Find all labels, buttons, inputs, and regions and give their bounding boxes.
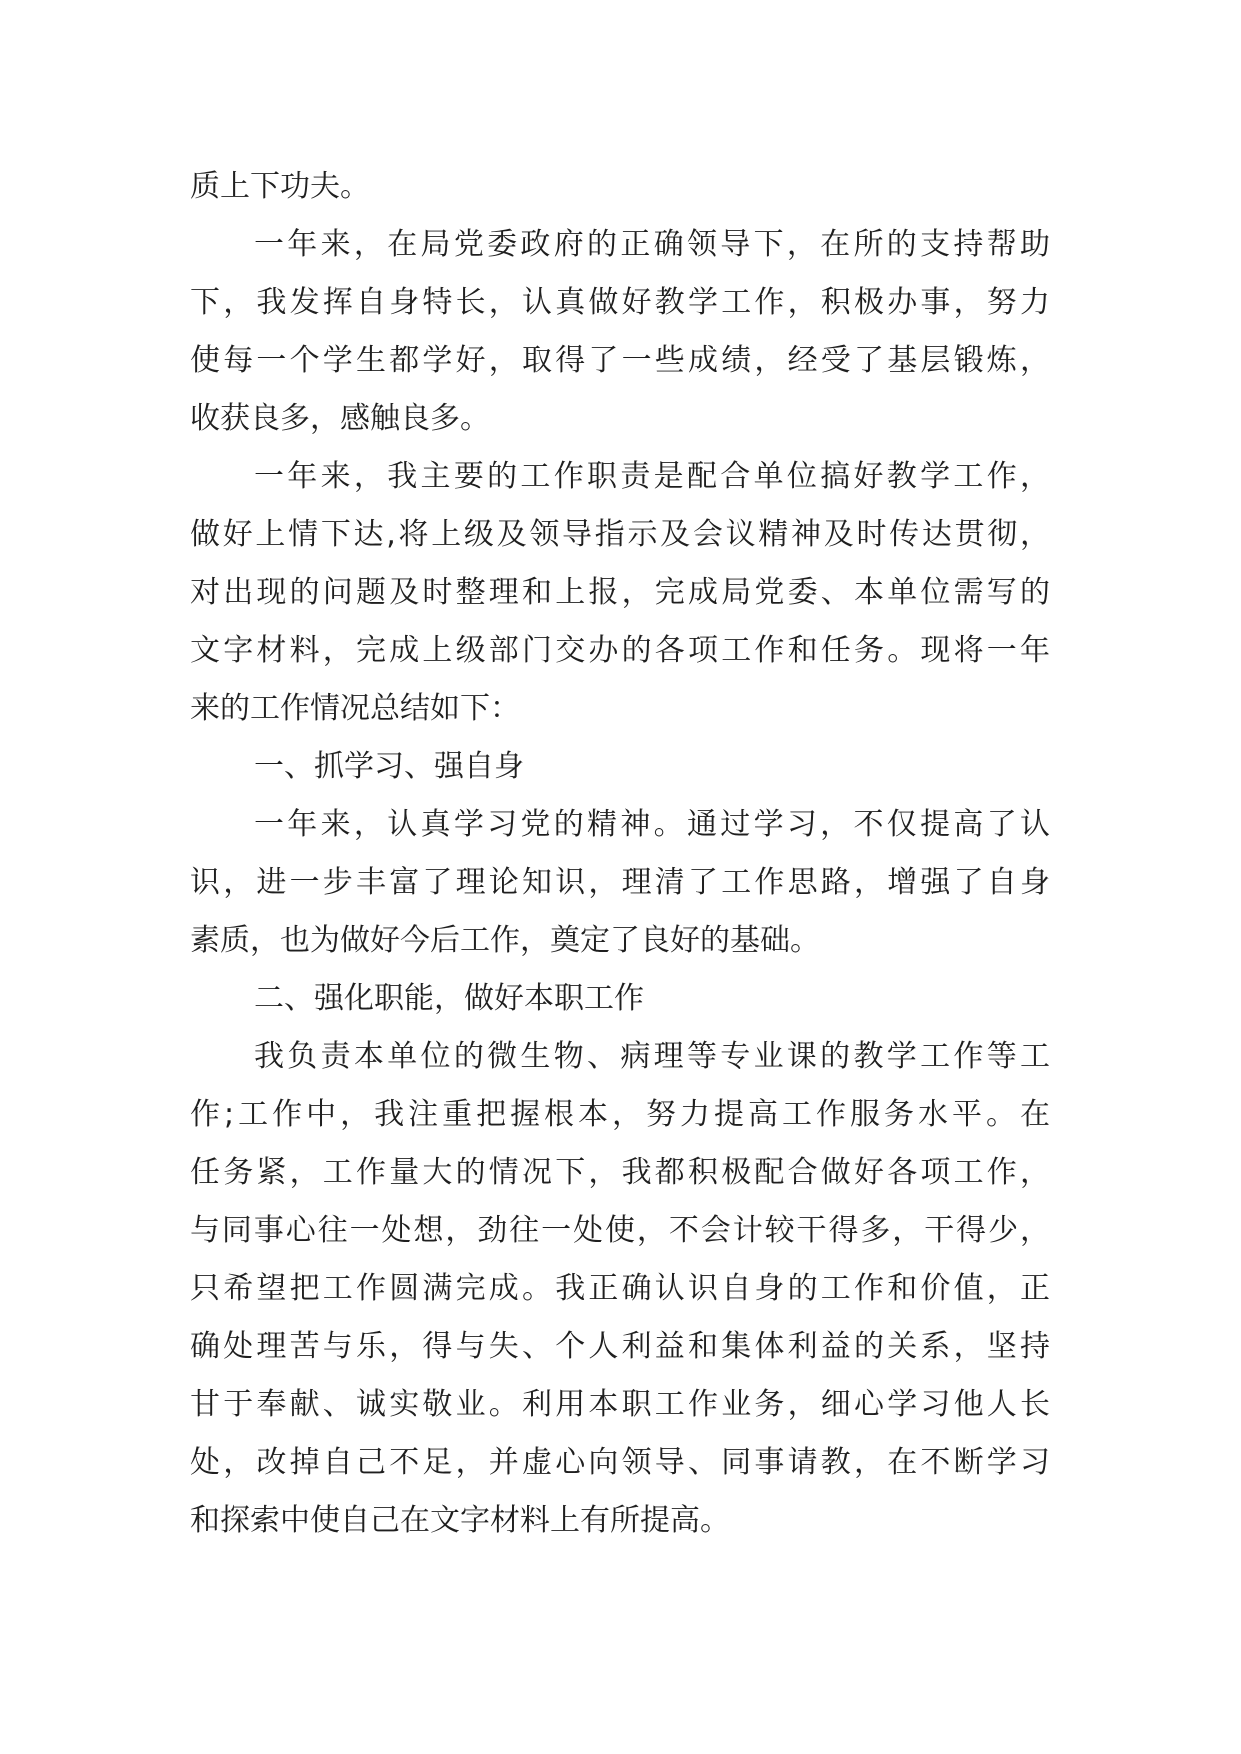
- text-line: 使每一个学生都学好，取得了一些成绩，经受了基层锻炼，: [190, 343, 1050, 378]
- text-line: 甘于奉献、诚实敬业。利用本职工作业务，细心学习他人长: [190, 1387, 1050, 1422]
- text-line: 我负责本单位的微生物、病理等专业课的教学工作等工: [254, 1039, 1050, 1074]
- text-line: 只希望把工作圆满完成。我正确认识自身的工作和价值，正: [190, 1271, 1050, 1306]
- text-line: 处，改掉自己不足，并虚心向领导、同事请教，在不断学习: [190, 1445, 1050, 1480]
- text-line: 确处理苦与乐，得与失、个人利益和集体利益的关系，坚持: [190, 1329, 1050, 1364]
- text-line: 一年来，我主要的工作职责是配合单位搞好教学工作，: [254, 459, 1050, 494]
- text-line: 做好上情下达,将上级及领导指示及会议精神及时传达贯彻，: [190, 517, 1050, 552]
- text-line: 一年来，认真学习党的精神。通过学习，不仅提高了认: [254, 807, 1050, 842]
- text-line: 质上下功夫。: [190, 169, 370, 204]
- text-line: 和探索中使自己在文字材料上有所提高。: [190, 1503, 730, 1538]
- text-line: 识，进一步丰富了理论知识，理清了工作思路，增强了自身: [190, 865, 1050, 900]
- text-line: 对出现的问题及时整理和上报，完成局党委、本单位需写的: [190, 575, 1050, 610]
- text-line: 来的工作情况总结如下：: [190, 691, 520, 726]
- document-body: [190, 158, 1050, 1550]
- text-line: 素质，也为做好今后工作，奠定了良好的基础。: [190, 923, 820, 958]
- text-line: 二、强化职能，做好本职工作: [254, 981, 644, 1016]
- text-line: 收获良多，感触良多。: [190, 401, 490, 436]
- text-line: 一年来，在局党委政府的正确领导下，在所的支持帮助: [254, 227, 1050, 262]
- text-line: 下，我发挥自身特长，认真做好教学工作，积极办事，努力: [190, 285, 1050, 320]
- text-line: 作;工作中，我注重把握根本，努力提高工作服务水平。在: [190, 1097, 1050, 1132]
- text-line: 任务紧，工作量大的情况下，我都积极配合做好各项工作，: [190, 1155, 1050, 1190]
- text-line: 一、抓学习、强自身: [254, 749, 524, 784]
- text-line: 与同事心往一处想，劲往一处使，不会计较干得多，干得少，: [190, 1213, 1050, 1248]
- text-line: 文字材料，完成上级部门交办的各项工作和任务。现将一年: [190, 633, 1050, 668]
